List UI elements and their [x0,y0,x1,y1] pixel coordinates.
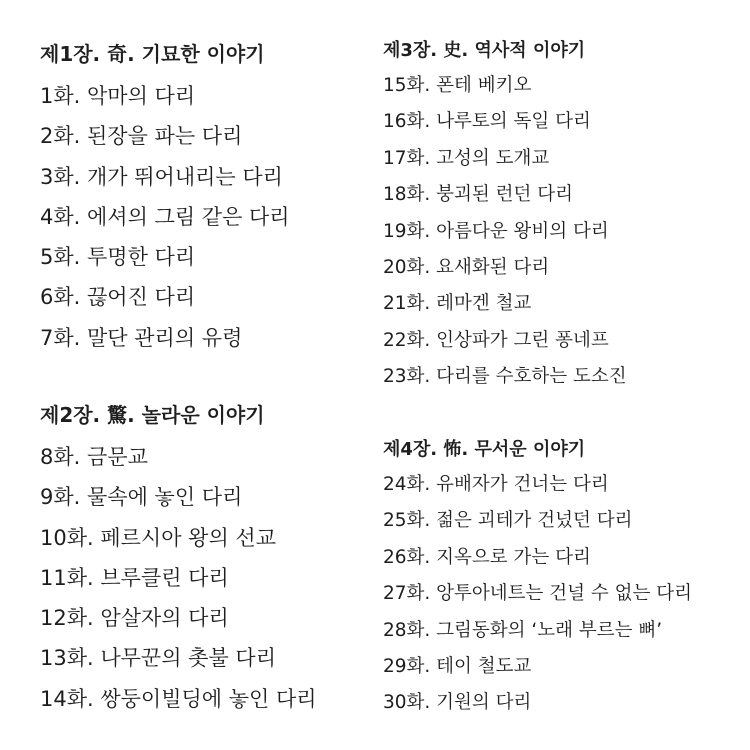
chapter-4 [383,437,692,722]
chapter-3 [383,38,627,396]
chapter-2-heading: 제2장. 驚. 놀라운 이야기 [40,403,265,427]
episode-item: 27화. 앙투아네트는 건널 수 없는 다리 [383,583,693,605]
episode-item: 5화. 투명한 다리 [40,245,196,270]
episode-item: 6화. 끊어진 다리 [40,285,196,310]
episode-item: 15화. 폰테 베키오 [383,75,532,96]
chapter-1-episode-list [40,76,290,358]
episode-item: 1화. 악마의 다리 [40,84,196,108]
chapter-2-episode-list [40,437,317,719]
episode-item: 20화. 요새화된 다리 [383,256,550,278]
episode-item: 11화. 브루클린 다리 [40,565,229,590]
episode-item: 29화. 테이 철도교 [383,655,532,677]
episode-item: 8화. 금문교 [40,445,148,469]
episode-item: 2화. 된장을 파는 다리 [40,124,243,149]
episode-item: 17화. 고성의 도개교 [383,147,550,169]
episode-item: 23화. 다리를 수호하는 도소진 [383,366,627,388]
episode-item: 7화. 말단 관리의 유령 [40,325,243,350]
chapter-4-episode-list [383,467,692,722]
episode-item: 22화. 인상파가 그린 퐁네프 [383,329,609,351]
episode-item: 21화. 레마겐 철교 [383,293,532,315]
episode-item: 28화. 그림동화의 ‘노래 부르는 뼈’ [383,619,663,641]
chapter-3-heading: 제3장. 史. 역사적 이야기 [383,40,586,61]
episode-item: 12화. 암살자의 다리 [40,606,229,631]
episode-item: 25화. 젊은 괴테가 건넜던 다리 [383,510,633,532]
chapter-1 [40,41,290,358]
episode-item: 4화. 에셔의 그림 같은 다리 [40,204,290,229]
episode-item: 16화. 나루토의 독일 다리 [383,111,591,133]
chapter-3-episode-list [383,68,627,396]
episode-item: 9화. 물속에 놓인 다리 [40,485,243,510]
chapter-1-heading: 제1장. 奇. 기묘한 이야기 [40,42,265,66]
episode-item: 14화. 쌍둥이빌딩에 놓인 다리 [40,686,317,711]
episode-item: 24화. 유배자가 건너는 다리 [383,474,609,495]
episode-item: 18화. 붕괴된 런던 다리 [383,184,574,206]
episode-item: 26화. 지옥으로 가는 다리 [383,546,591,568]
episode-item: 3화. 개가 뛰어내리는 다리 [40,164,283,189]
chapter-2 [40,402,317,719]
chapter-4-heading: 제4장. 怖. 무서운 이야기 [383,439,586,460]
episode-item: 19화. 아름다운 왕비의 다리 [383,220,609,242]
episode-item: 30화. 기원의 다리 [383,692,532,714]
episode-item: 13화. 나무꾼의 촛불 다리 [40,646,276,671]
episode-item: 10화. 페르시아 왕의 선교 [40,525,276,550]
